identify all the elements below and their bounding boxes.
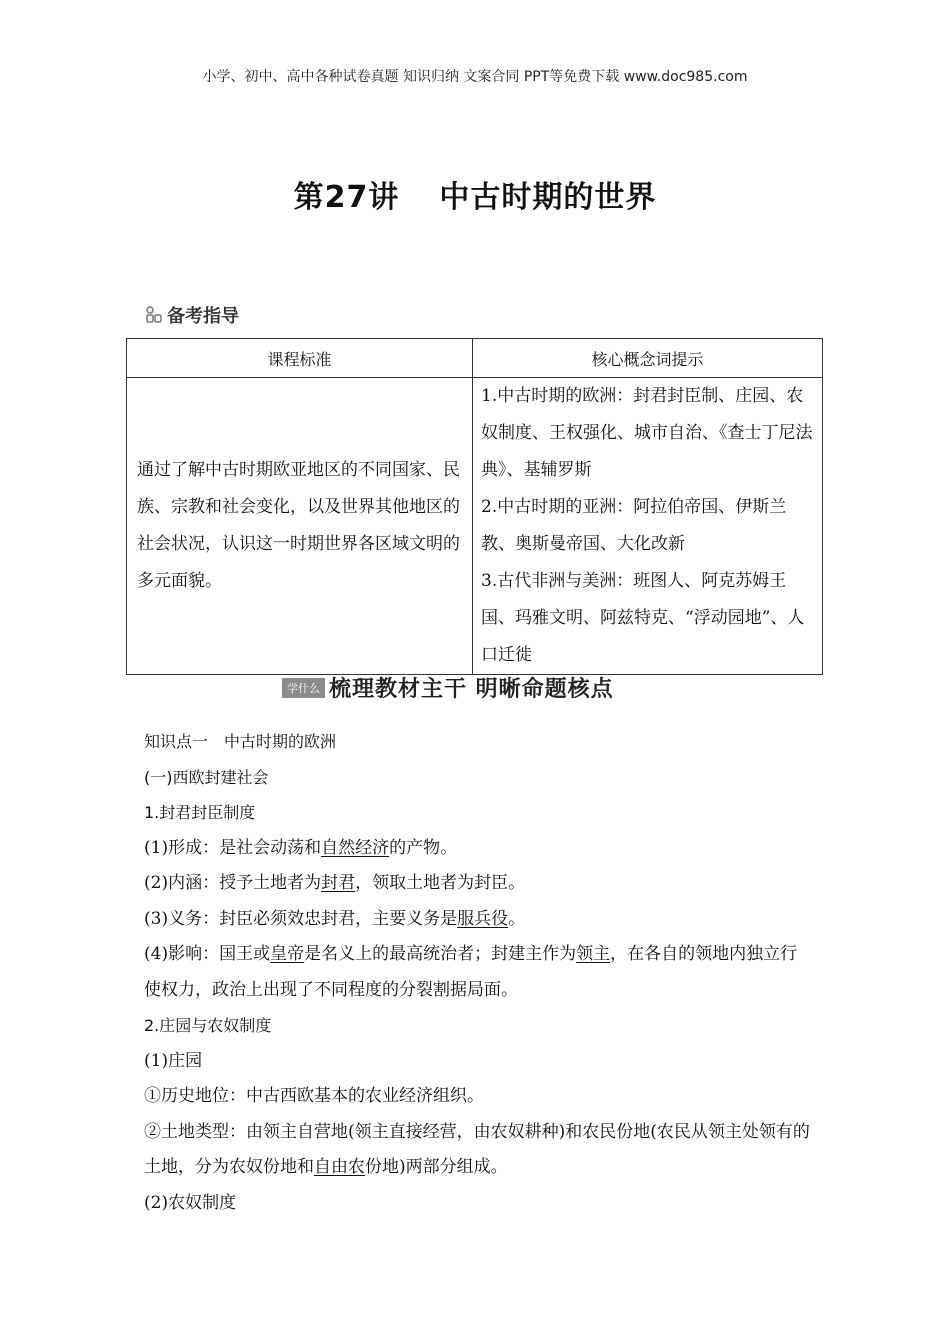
banner-text: 梳理教材主干 明晰命题核点 xyxy=(329,677,614,702)
key-term: 领主 xyxy=(576,944,611,964)
key-term: 服兵役 xyxy=(457,908,509,929)
concepts-cell xyxy=(473,378,823,675)
key-term: 封君 xyxy=(321,873,356,893)
paragraph: (4)影响：国王或皇帝是名义上的最高统治者；封建主作为领主，在各自的领地内独立行使权力，政治上出现了不同程度的分裂割据局面。 xyxy=(144,944,798,1000)
paragraph: (1)庄园 xyxy=(144,1050,203,1071)
lecture-name: 中古时期的世界 xyxy=(439,180,657,215)
curriculum-table xyxy=(126,338,823,675)
standard-cell: 通过了解中古时期欧亚地区的不同国家、民族、宗教和社会变化，以及世界其他地区的社会状况，认识这一时期世界各区域文明的多元面貌。 xyxy=(127,378,473,675)
guide-icon xyxy=(144,305,164,325)
concept-item: 2.中古时期的亚洲：阿拉伯帝国、伊斯兰教、奥斯曼帝国、大化改新 xyxy=(481,497,787,554)
knowledge-point-heading: 知识点一 中古时期的欧洲 xyxy=(144,732,337,751)
main-content xyxy=(144,724,814,1221)
section-banner xyxy=(282,672,614,703)
col-header-standard: 课程标准 xyxy=(127,339,473,378)
exam-guide-heading xyxy=(144,302,239,328)
paragraph: (1)形成：是社会动荡和自然经济的产物。 xyxy=(144,837,458,858)
subsection-heading: 2.庄园与农奴制度 xyxy=(144,1016,272,1035)
concept-item: 1.中古时期的欧洲：封君封臣制、庄园、农奴制度、王权强化、城市自治、《查士丁尼法典》、基辅罗斯 xyxy=(481,386,813,480)
guide-label: 备考指导 xyxy=(167,306,239,327)
key-term: 自由农 xyxy=(314,1157,365,1177)
key-term: 皇帝 xyxy=(270,944,305,964)
col-header-concepts: 核心概念词提示 xyxy=(473,339,823,378)
section-heading: (一)西欧封建社会 xyxy=(144,767,269,787)
paragraph: (2)农奴制度 xyxy=(144,1192,237,1213)
subsection-heading: 1.封君封臣制度 xyxy=(144,803,256,822)
concept-item: 3.古代非洲与美洲：班图人、阿克苏姆王国、玛雅文明、阿兹特克、“浮动园地”、人口迁徙 xyxy=(481,571,805,665)
paragraph: ①历史地位：中古西欧基本的农业经济组织。 xyxy=(144,1086,484,1106)
banner-badge: 学什么 xyxy=(282,678,325,698)
lecture-number: 第27讲 xyxy=(293,180,400,215)
key-term: 自然经济 xyxy=(321,837,390,858)
page-title xyxy=(0,172,950,216)
paragraph: ②土地类型：由领主自营地(领主直接经营，由农奴耕种)和农民份地(农民从领主处领有的土地，分为农奴份地和自由农份地)两部分组成。 xyxy=(144,1121,810,1177)
paragraph: (2)内涵：授予土地者为封君，领取土地者为封臣。 xyxy=(144,873,526,893)
paragraph: (3)义务：封臣必须效忠封君，主要义务是服兵役。 xyxy=(144,908,526,929)
page-header: 小学、初中、高中各种试卷真题 知识归纳 文案合同 PPT等免费下载 www.doc985.com xyxy=(202,69,748,85)
